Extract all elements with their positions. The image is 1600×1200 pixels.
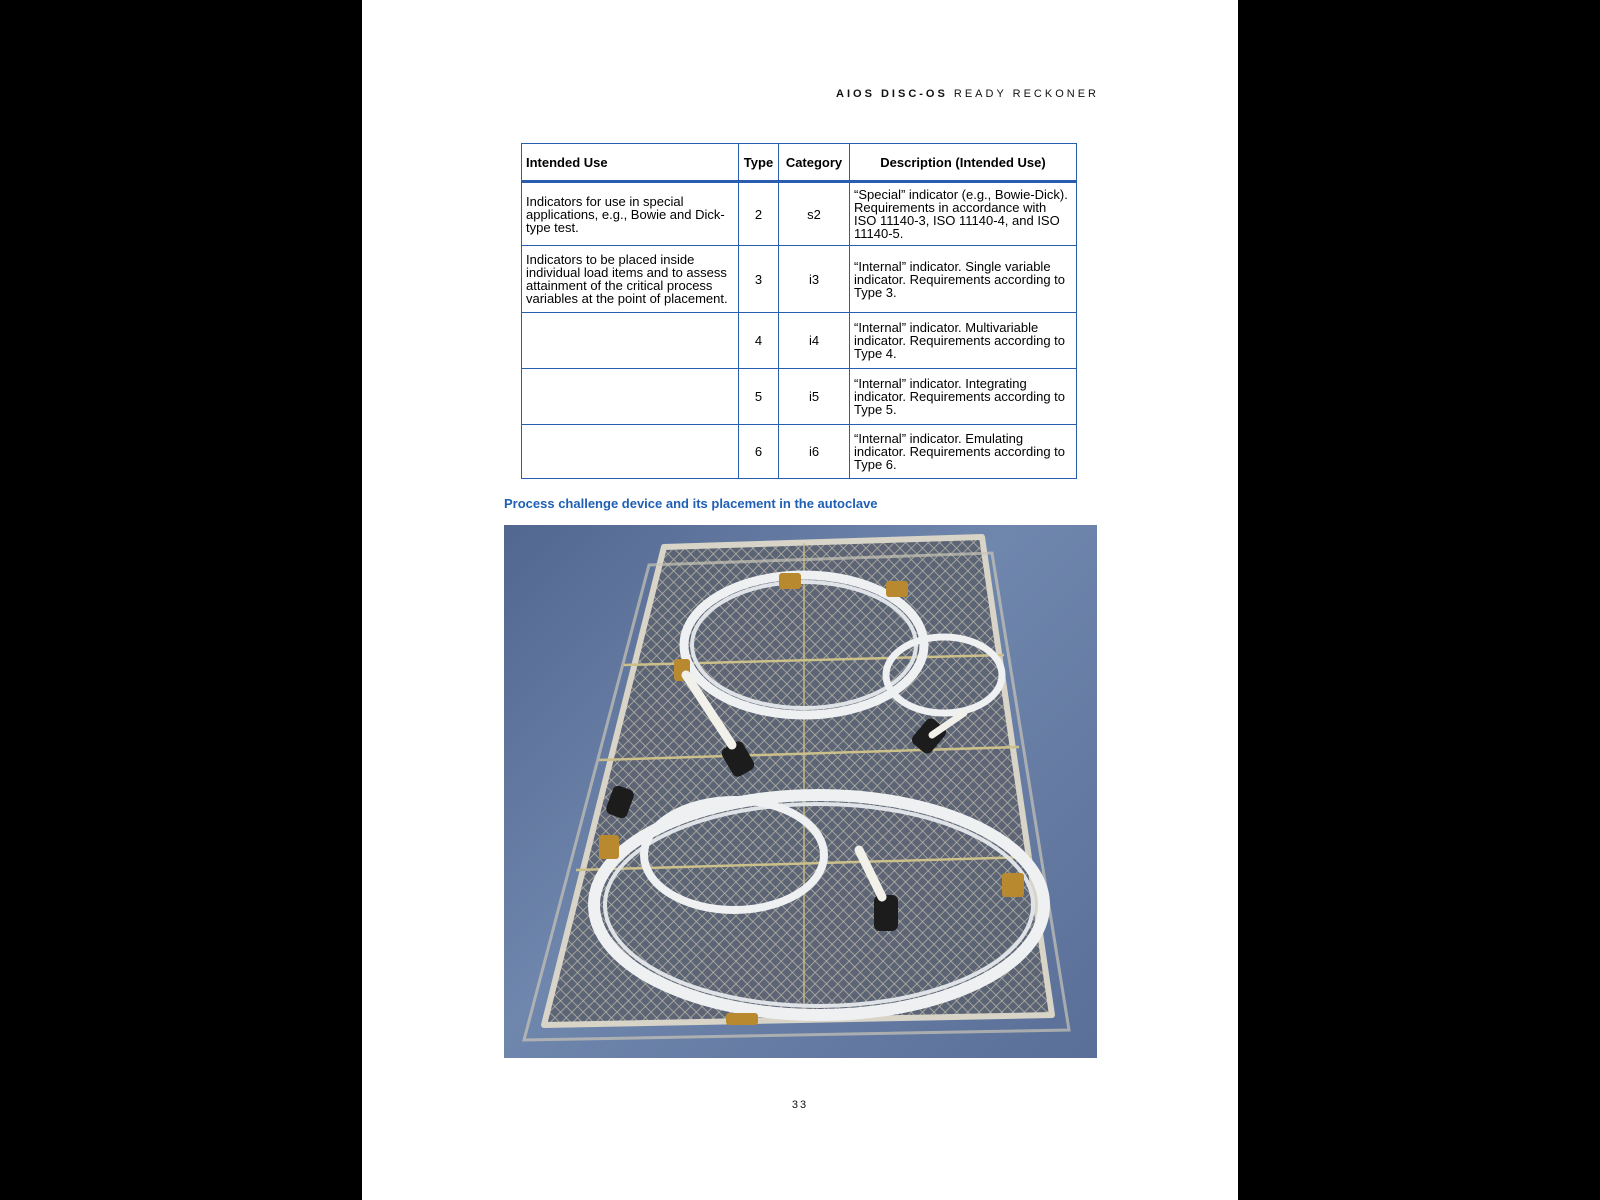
running-header [836,88,1099,100]
header-subtitle: READY RECKONER [953,88,1099,100]
cell-intended-use: Indicators to be placed inside individual load items and to assess attainment of the critical process variables at the point of placement. [522,246,739,313]
header-brand: AIOS DISC-OS [836,88,948,100]
cell-description: “Internal” indicator. Single variable indicator. Requirements according to Type 3. [850,246,1077,313]
cell-intended-use [522,425,739,479]
cell-intended-use [522,369,739,425]
indicator-table [521,143,1077,479]
cell-description: “Internal” indicator. Multivariable indicator. Requirements according to Type 4. [850,313,1077,369]
table-row [522,425,1077,479]
table-header-row [522,144,1077,182]
cell-type: 6 [739,425,779,479]
table-row [522,182,1077,246]
autoclave-basket-photo [504,525,1097,1058]
table-row [522,313,1077,369]
photo-wire-basket-with-coiled-tubing-icon [504,525,1097,1058]
document-page [362,0,1238,1200]
header-description: Description (Intended Use) [850,144,1077,182]
cell-type: 2 [739,182,779,246]
header-intended-use: Intended Use [522,144,739,182]
header-type: Type [739,144,779,182]
cell-type: 4 [739,313,779,369]
table-row [522,246,1077,313]
cell-category: i3 [779,246,850,313]
table-row [522,369,1077,425]
cell-description: “Special” indicator (e.g., Bowie-Dick). Requirements in accordance with ISO 11140-3, ISO 11140-4, and ISO 11140-5. [850,182,1077,246]
cell-type: 3 [739,246,779,313]
cell-type: 5 [739,369,779,425]
cell-description: “Internal” indicator. Emulating indicator. Requirements according to Type 6. [850,425,1077,479]
cell-category: i4 [779,313,850,369]
page-number: 33 [791,1099,809,1111]
cell-category: i6 [779,425,850,479]
cell-category: s2 [779,182,850,246]
cell-description: “Internal” indicator. Integrating indicator. Requirements according to Type 5. [850,369,1077,425]
header-category: Category [779,144,850,182]
cell-intended-use: Indicators for use in special applications, e.g., Bowie and Dick-type test. [522,182,739,246]
figure-caption: Process challenge device and its placement in the autoclave [504,496,878,511]
cell-category: i5 [779,369,850,425]
cell-intended-use [522,313,739,369]
